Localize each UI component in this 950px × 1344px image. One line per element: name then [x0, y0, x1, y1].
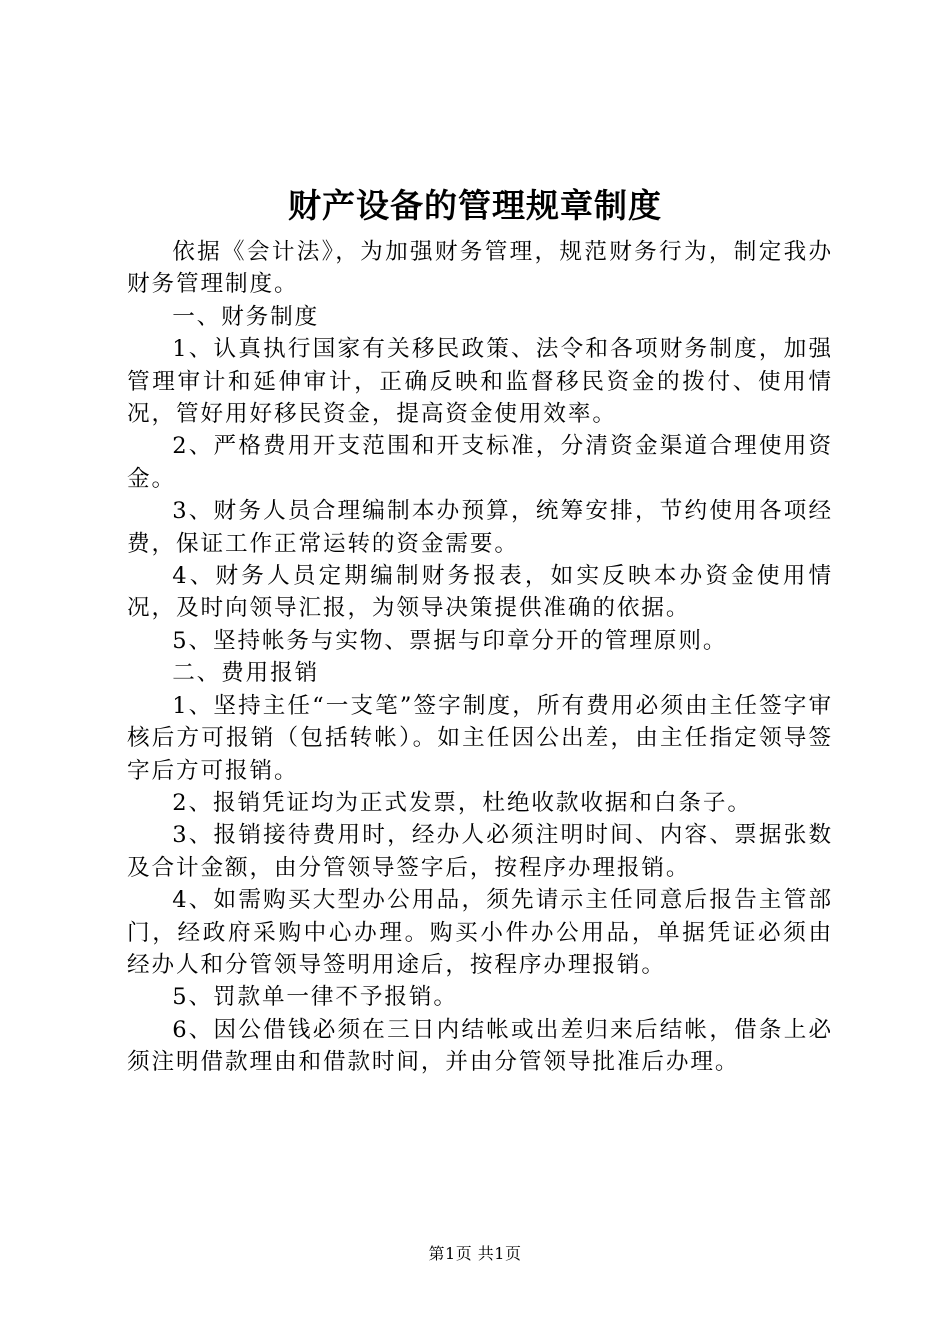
paragraph-finance-3: 3、财务人员合理编制本办预算，统筹安排，节约使用各项经费，保证工作正常运转的资金需要。: [127, 498, 833, 557]
paragraph-intro: 依据《会计法》，为加强财务管理，规范财务行为，制定我办财务管理制度。: [127, 239, 833, 298]
paragraph-finance-4: 4、财务人员定期编制财务报表，如实反映本办资金使用情况，及时向领导汇报，为领导决策提供准确的依据。: [127, 563, 833, 622]
paragraph-reimburse-3: 3、报销接待费用时，经办人必须注明时间、内容、票据张数及合计金额，由分管领导签字后，按程序办理报销。: [127, 822, 833, 881]
paragraph-reimburse-4: 4、如需购买大型办公用品，须先请示主任同意后报告主管部门，经政府采购中心办理。购买小件办公用品，单据凭证必须由经办人和分管领导签明用途后，按程序办理报销。: [127, 887, 833, 978]
paragraph-reimburse-6: 6、因公借钱必须在三日内结帐或出差归来后结帐，借条上必须注明借款理由和借款时间，并由分管领导批准后办理。: [127, 1016, 833, 1076]
section-heading-finance-system: 一、财务制度: [172, 303, 320, 330]
section-heading-reimbursement: 二、费用报销: [172, 660, 320, 687]
document-body: [127, 236, 833, 1079]
page-footer: 第1页 共1页: [428, 1244, 522, 1263]
paragraph-finance-2: 2、严格费用开支范围和开支标准，分清资金渠道合理使用资金。: [127, 433, 833, 492]
paragraph-reimburse-1: 1、坚持主任“一支笔”签字制度，所有费用必须由主任签字审核后方可报销（包括转帐）。如主任因公出差，由主任指定领导签字后方可报销。: [127, 692, 833, 784]
paragraph-finance-1: 1、认真执行国家有关移民政策、法令和各项财务制度，加强管理审计和延伸审计，正确反映和监督移民资金的拨付、使用情况，管好用好移民资金，提高资金使用效率。: [127, 336, 833, 428]
paragraph-reimburse-5: 5、罚款单一律不予报销。: [172, 984, 458, 1011]
paragraph-reimburse-2: 2、报销凭证均为正式发票，杜绝收款收据和白条子。: [172, 789, 752, 816]
document-title: 财产设备的管理规章制度: [288, 186, 662, 225]
paragraph-finance-5: 5、坚持帐务与实物、票据与印章分开的管理原则。: [172, 627, 728, 654]
